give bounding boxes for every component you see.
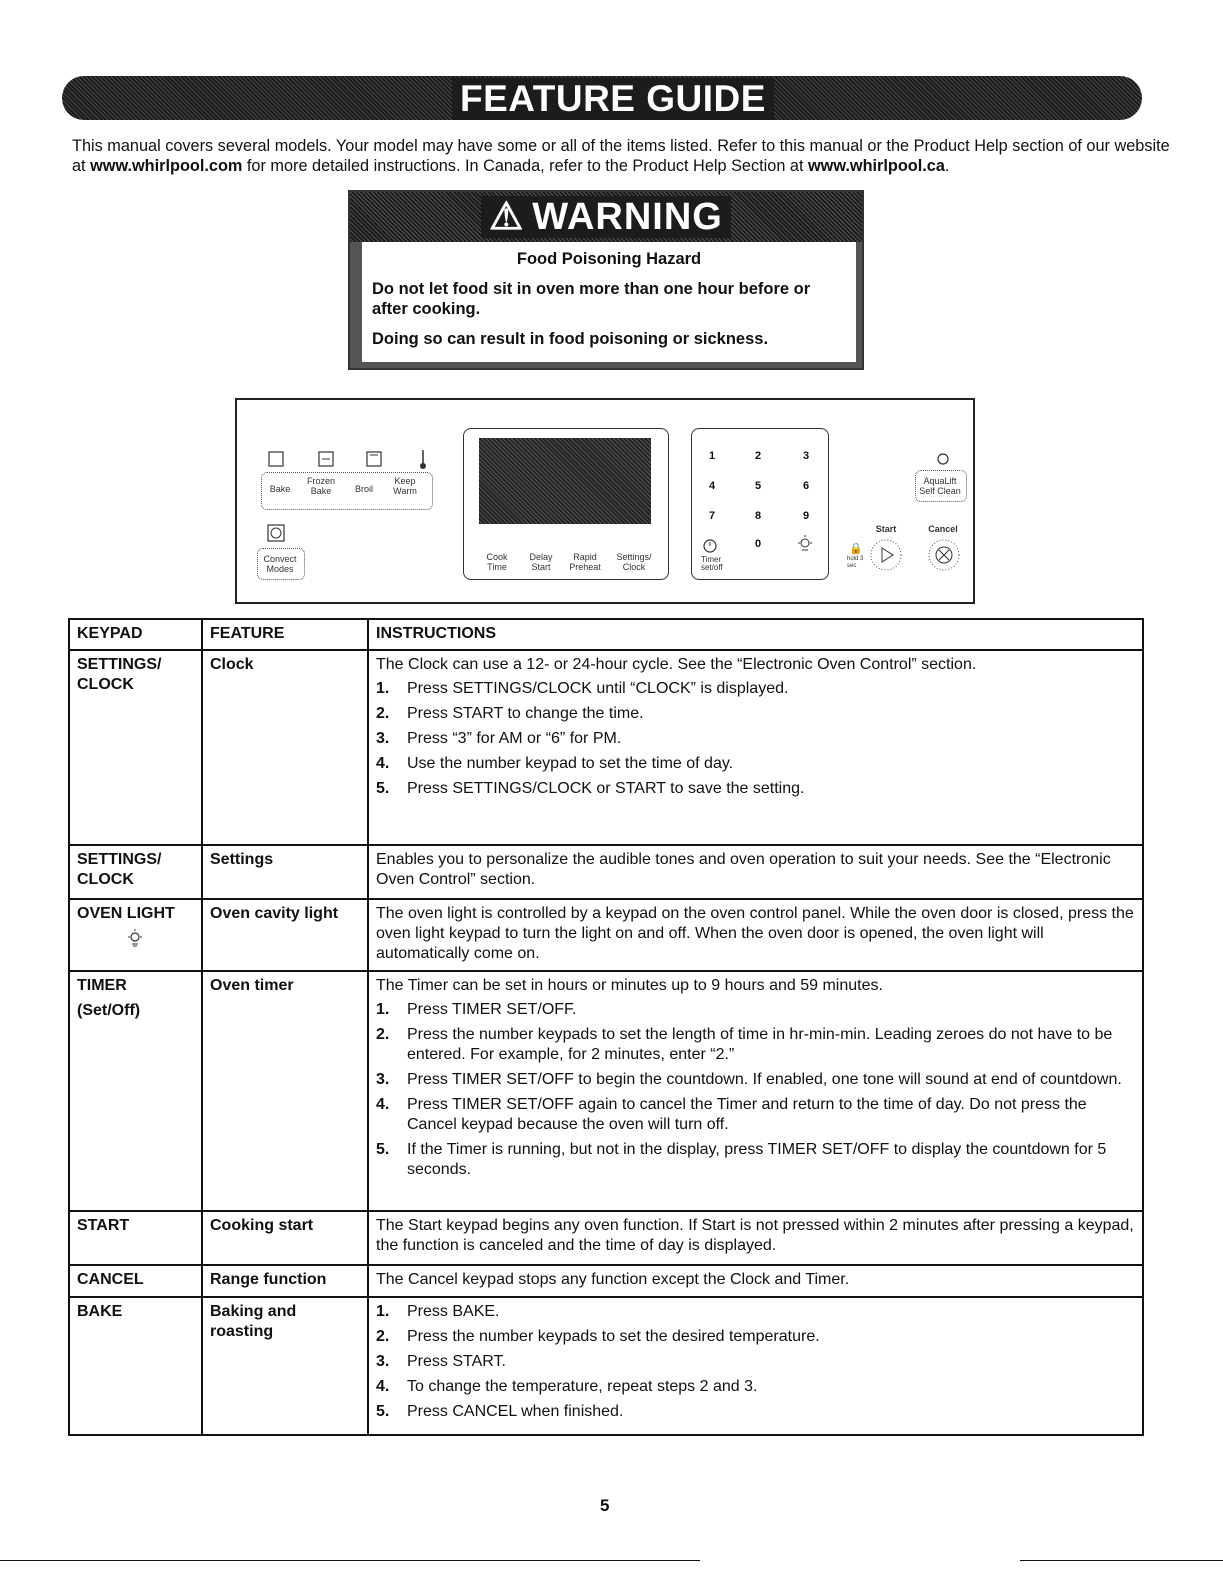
table-row <box>69 650 1143 845</box>
step: 1. Press SETTINGS/CLOCK until “CLOCK” is displayed. <box>376 680 789 697</box>
lock-icon: 🔒 <box>849 543 863 555</box>
feature-cell: Settings <box>202 845 368 899</box>
timer-icon[interactable] <box>701 536 719 554</box>
cancel-label: Cancel <box>928 524 958 534</box>
mode-icons <box>267 448 447 472</box>
keypad-sublabel: (Set/Off) <box>77 1002 141 1019</box>
step: 4. To change the temperature, repeat steps 2 and 3. <box>376 1378 758 1395</box>
warning-box <box>348 190 864 370</box>
intro-paragraph <box>72 136 1172 176</box>
column-header: INSTRUCTIONS <box>368 619 1143 650</box>
step: 4. Press TIMER SET/OFF again to cancel the Timer and return to the time of day. Do not press the Cancel keypad because the oven will turn off. <box>376 1096 1087 1133</box>
table-header-row <box>69 619 1143 650</box>
whirlpool-com-link[interactable]: www.whirlpool.com <box>90 157 243 175</box>
warning-subtitle: Food Poisoning Hazard <box>516 250 702 268</box>
step: 4. Use the number keypad to set the time of day. <box>376 755 734 772</box>
table-row <box>69 1211 1143 1265</box>
step: 3. Press START. <box>376 1353 506 1370</box>
frozen-bake-button[interactable]: Frozen Bake <box>306 476 335 496</box>
key-8[interactable]: 8 <box>755 510 762 522</box>
warning-text: Doing so can result in food poisoning or sickness. <box>372 330 769 348</box>
warning-body <box>350 242 862 368</box>
step: 2. Press the number keypads to set the length of time in hr-min-min. Leading zeroes do not have to be entered. For example, for 2 minutes, enter “2.” <box>376 1026 1113 1063</box>
feature-cell: Range function <box>202 1265 368 1297</box>
instruction-text: The Timer can be set in hours or minutes up to 9 hours and 59 minutes. <box>376 977 883 994</box>
steps-list <box>376 1302 1136 1422</box>
steps-list <box>376 679 1136 799</box>
rapid-preheat-button[interactable]: Rapid Preheat <box>569 552 601 572</box>
warning-text: Do not let food sit in oven more than one hour before or after cooking. <box>372 280 811 318</box>
table-row <box>69 1265 1143 1297</box>
key-6[interactable]: 6 <box>803 480 810 492</box>
table-row <box>69 1297 1143 1435</box>
settings-clock-button[interactable]: Settings/ Clock <box>616 552 652 572</box>
step: 1. Press TIMER SET/OFF. <box>376 1001 577 1018</box>
intro-text: . <box>944 157 950 175</box>
page-number: 5 <box>600 1496 610 1515</box>
step: 3. Press TIMER SET/OFF to begin the countdown. If enabled, one tone will sound at end of countdown. <box>376 1071 1122 1088</box>
table-row <box>69 899 1143 971</box>
instructions-cell: The Cancel keypad stops any function except the Clock and Timer. <box>368 1265 1143 1297</box>
delay-start-button[interactable]: Delay Start <box>529 552 553 572</box>
key-2[interactable]: 2 <box>755 450 762 462</box>
column-header: FEATURE <box>202 619 368 650</box>
key-5[interactable]: 5 <box>755 480 762 492</box>
warning-title: WARNING <box>528 196 727 238</box>
instruction-text: The Clock can use a 12- or 24-hour cycle. See the “Electronic Oven Control” section. <box>376 656 977 673</box>
table-row <box>69 845 1143 899</box>
oven-light-icon[interactable] <box>795 534 815 554</box>
hold-label: hold 3 sec <box>847 556 864 569</box>
keypad-cell: SETTINGS/ CLOCK <box>69 845 202 899</box>
display-screen <box>479 438 651 524</box>
warning-icon: ⚠ <box>485 196 528 238</box>
keypad-cell: CANCEL <box>69 1265 202 1297</box>
keypad-cell: BAKE <box>69 1297 202 1435</box>
keypad-cell: SETTINGS/ CLOCK <box>69 650 202 845</box>
timer-label: Timer set/off <box>701 555 723 572</box>
cook-time-button[interactable]: Cook Time <box>486 552 508 572</box>
key-1[interactable]: 1 <box>709 450 716 462</box>
intro-text: This manual covers several models. Your model may have some or all of the items listed. Refer to this manual or the Product Help section of our website at <box>72 137 1170 175</box>
broil-button[interactable]: Broil <box>354 484 373 494</box>
keypad-cell: START <box>69 1211 202 1265</box>
start-button[interactable] <box>869 538 903 572</box>
cancel-button[interactable] <box>927 538 961 572</box>
aqualift-icon <box>935 450 951 466</box>
start-label: Start <box>875 524 897 534</box>
step: 5. If the Timer is running, but not in the display, press TIMER SET/OFF to display the countdown for 5 seconds. <box>376 1141 1107 1178</box>
convect-modes-button[interactable]: Convect Modes <box>263 554 297 574</box>
key-4[interactable]: 4 <box>709 480 716 492</box>
feature-cell: Cooking start <box>202 1211 368 1265</box>
step: 1. Press BAKE. <box>376 1303 500 1320</box>
page-title: FEATURE GUIDE <box>452 78 774 120</box>
keypad-cell <box>69 899 202 971</box>
feature-cell: Oven timer <box>202 971 368 1211</box>
feature-cell: Baking and roasting <box>202 1297 368 1435</box>
key-3[interactable]: 3 <box>803 450 810 462</box>
column-header: KEYPAD <box>69 619 202 650</box>
footer-rule <box>0 1560 700 1561</box>
keep-warm-button[interactable]: Keep Warm <box>393 476 417 496</box>
key-7[interactable]: 7 <box>709 510 716 522</box>
footer-rule <box>1020 1560 1223 1561</box>
intro-text: for more detailed instructions. In Canada, refer to the Product Help Section at <box>242 157 808 175</box>
instructions-cell <box>368 971 1143 1211</box>
instructions-cell: The oven light is controlled by a keypad on the oven control panel. While the oven door is closed, press the oven light keypad to turn the light on and off. When the oven door is opened, the oven light will automatically come on. <box>368 899 1143 971</box>
step: 5. Press SETTINGS/CLOCK or START to save the setting. <box>376 780 805 797</box>
keypad-label: TIMER <box>77 977 127 994</box>
feature-cell: Clock <box>202 650 368 845</box>
aqualift-self-clean-button[interactable]: AquaLift Self Clean <box>919 476 961 496</box>
key-9[interactable]: 9 <box>803 510 810 522</box>
whirlpool-ca-link[interactable]: www.whirlpool.ca <box>808 157 945 175</box>
step: 3. Press “3” for AM or “6” for PM. <box>376 730 622 747</box>
key-0[interactable]: 0 <box>755 538 762 550</box>
oven-light-icon <box>125 928 145 948</box>
table-row <box>69 971 1143 1211</box>
feature-cell: Oven cavity light <box>202 899 368 971</box>
instructions-cell <box>368 1297 1143 1435</box>
steps-list <box>376 1000 1136 1180</box>
step: 2. Press START to change the time. <box>376 705 644 722</box>
control-panel-illustration <box>235 398 975 604</box>
step: 5. Press CANCEL when finished. <box>376 1403 624 1420</box>
bake-button[interactable]: Bake <box>269 484 291 494</box>
keypad-label: OVEN LIGHT <box>77 905 175 922</box>
instructions-cell: Enables you to personalize the audible tones and oven operation to suit your needs. See the “Electronic Oven Control” section. <box>368 845 1143 899</box>
keypad-cell <box>69 971 202 1211</box>
convect-icon <box>267 524 287 544</box>
feature-table <box>68 618 1144 1436</box>
step: 2. Press the number keypads to set the desired temperature. <box>376 1328 820 1345</box>
instructions-cell <box>368 650 1143 845</box>
warning-header <box>350 192 862 242</box>
instructions-cell: The Start keypad begins any oven function. If Start is not pressed within 2 minutes after pressing a keypad, the function is canceled and the time of day is displayed. <box>368 1211 1143 1265</box>
